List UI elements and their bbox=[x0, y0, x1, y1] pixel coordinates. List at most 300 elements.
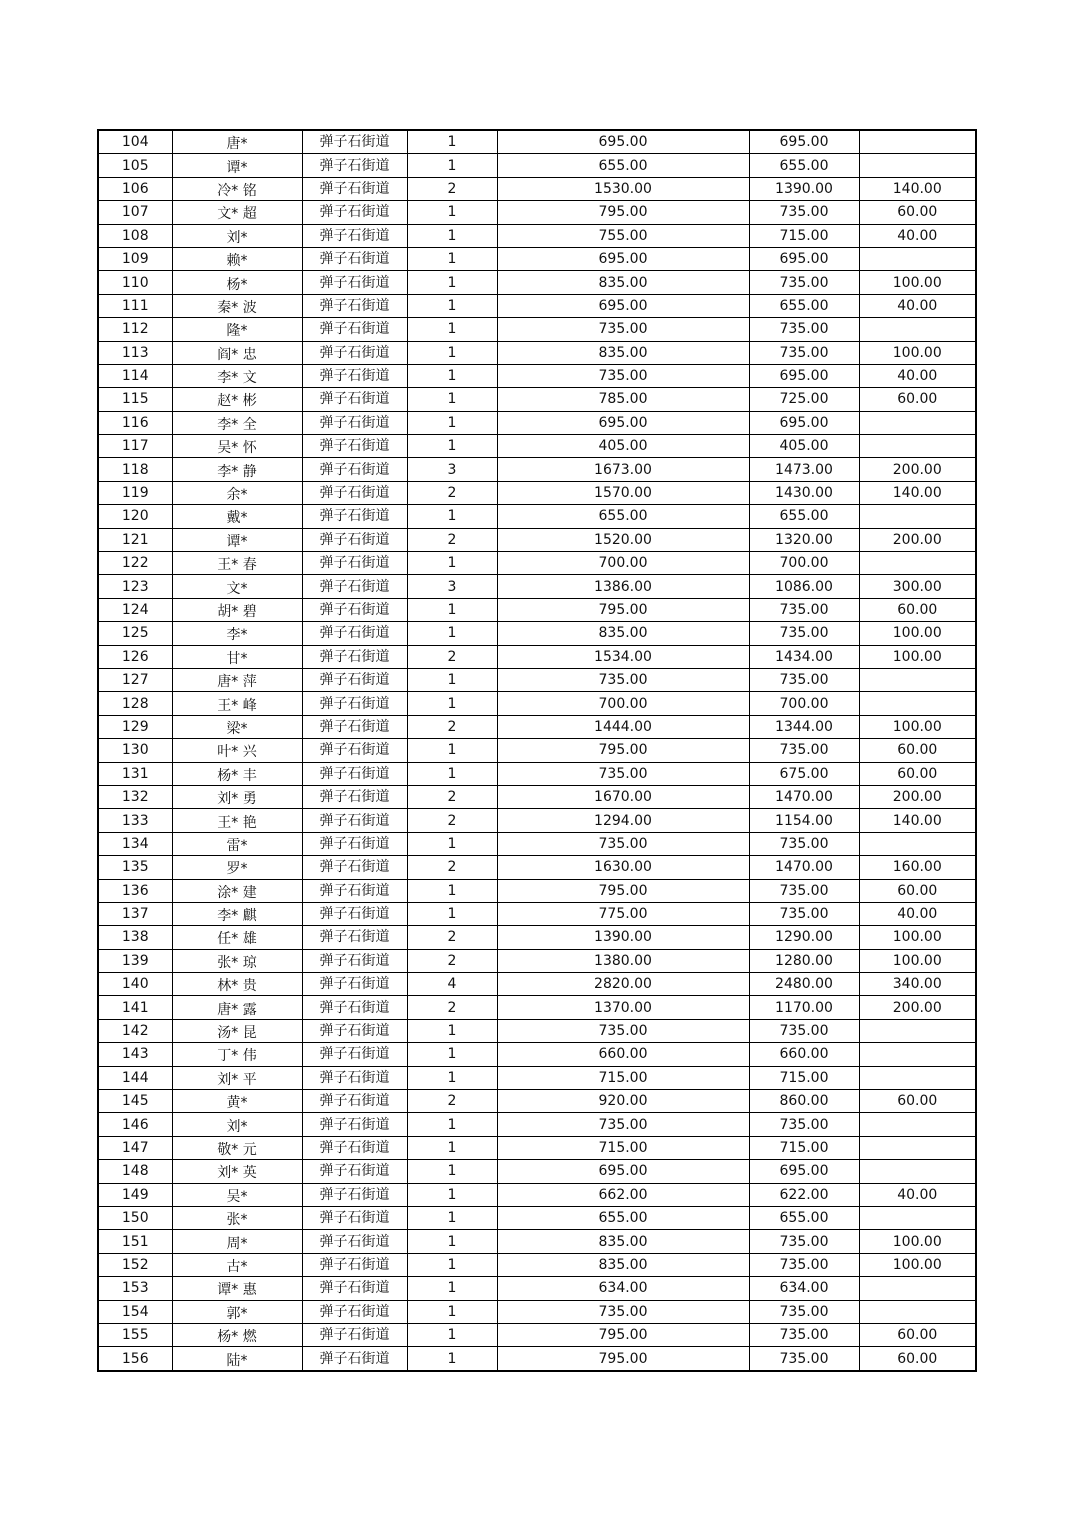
person-name: 李* bbox=[226, 627, 248, 644]
street-name-cell bbox=[302, 1066, 407, 1089]
total-amount: 835.00 bbox=[598, 344, 648, 361]
person-name-cell bbox=[172, 1113, 302, 1136]
person-name-cell bbox=[172, 364, 302, 387]
base-amount-cell bbox=[749, 926, 859, 949]
person-name-cell bbox=[172, 271, 302, 294]
base-amount: 735.00 bbox=[779, 602, 829, 618]
household-count-cell bbox=[407, 528, 497, 551]
total-amount: 735.00 bbox=[598, 1116, 648, 1133]
base-amount-cell bbox=[749, 1347, 859, 1371]
household-count-cell bbox=[407, 926, 497, 949]
person-name-cell bbox=[172, 552, 302, 575]
extra-amount: 100.00 bbox=[892, 718, 942, 735]
row-number-cell bbox=[98, 201, 172, 224]
row-number-cell bbox=[98, 318, 172, 341]
table-row bbox=[98, 505, 976, 528]
total-amount: 775.00 bbox=[598, 906, 648, 923]
person-name: 吴* 怀 bbox=[217, 440, 257, 457]
household-count-cell bbox=[407, 622, 497, 645]
street-name: 弹子石街道 bbox=[319, 134, 390, 151]
street-name: 弹子石街道 bbox=[319, 625, 390, 642]
base-amount: 695.00 bbox=[779, 368, 829, 385]
extra-amount: 60.00 bbox=[897, 204, 938, 221]
person-name-cell bbox=[172, 926, 302, 949]
row-number-cell bbox=[98, 973, 172, 996]
row-number-cell bbox=[98, 715, 172, 738]
extra-amount-cell bbox=[859, 388, 976, 411]
person-name: 李* 全 bbox=[217, 416, 257, 433]
table-row bbox=[98, 879, 976, 902]
street-name: 弹子石街道 bbox=[319, 578, 390, 595]
extra-amount-cell bbox=[859, 1347, 976, 1371]
extra-amount-cell bbox=[859, 294, 976, 317]
person-name-cell bbox=[172, 902, 302, 925]
total-amount: 1630.00 bbox=[594, 859, 652, 876]
row-number: 155 bbox=[121, 1327, 149, 1344]
street-name-cell bbox=[302, 528, 407, 551]
base-amount-cell bbox=[749, 458, 859, 481]
household-count-cell bbox=[407, 575, 497, 598]
total-amount: 755.00 bbox=[598, 227, 648, 244]
household-count: 2 bbox=[447, 952, 457, 969]
base-amount-cell bbox=[749, 575, 859, 598]
person-name: 刘* 英 bbox=[217, 1165, 257, 1182]
total-amount-cell bbox=[497, 271, 749, 294]
extra-amount-cell bbox=[859, 1323, 976, 1346]
total-amount-cell bbox=[497, 575, 749, 598]
extra-amount-cell bbox=[859, 1206, 976, 1229]
total-amount-cell bbox=[497, 645, 749, 668]
base-amount-cell bbox=[749, 505, 859, 528]
row-number: 120 bbox=[121, 508, 149, 525]
extra-amount-cell bbox=[859, 949, 976, 972]
total-amount-cell bbox=[497, 598, 749, 621]
table-row bbox=[98, 1160, 976, 1183]
total-amount: 920.00 bbox=[598, 1093, 648, 1110]
row-number-cell bbox=[98, 622, 172, 645]
base-amount-cell bbox=[749, 364, 859, 387]
household-count-cell bbox=[407, 739, 497, 762]
person-name-cell bbox=[172, 388, 302, 411]
row-number: 141 bbox=[121, 999, 149, 1016]
row-number-cell bbox=[98, 505, 172, 528]
total-amount: 655.00 bbox=[598, 508, 648, 525]
person-name: 李* 静 bbox=[217, 463, 257, 480]
street-name-cell bbox=[302, 1019, 407, 1042]
person-name-cell bbox=[172, 458, 302, 481]
total-amount: 662.00 bbox=[598, 1186, 648, 1203]
household-count: 2 bbox=[447, 859, 457, 876]
household-count: 1 bbox=[447, 1139, 457, 1156]
table-row bbox=[98, 1277, 976, 1300]
row-number-cell bbox=[98, 1113, 172, 1136]
street-name: 弹子石街道 bbox=[319, 531, 390, 548]
household-count-cell bbox=[407, 785, 497, 808]
street-name-cell bbox=[302, 1277, 407, 1300]
table-row bbox=[98, 247, 976, 270]
row-number-cell bbox=[98, 1019, 172, 1042]
extra-amount-cell bbox=[859, 739, 976, 762]
base-amount-cell bbox=[749, 1323, 859, 1346]
base-amount: 660.00 bbox=[779, 1046, 829, 1063]
street-name: 弹子石街道 bbox=[319, 414, 390, 431]
street-name-cell bbox=[302, 1230, 407, 1253]
base-amount: 1390.00 bbox=[775, 180, 833, 197]
row-number-cell bbox=[98, 575, 172, 598]
base-amount: 735.00 bbox=[779, 906, 829, 923]
total-amount: 735.00 bbox=[598, 1023, 648, 1040]
total-amount: 835.00 bbox=[598, 625, 648, 642]
table-row bbox=[98, 1206, 976, 1229]
household-count: 1 bbox=[447, 297, 457, 314]
person-name: 陆* bbox=[226, 1352, 248, 1369]
base-amount-cell bbox=[749, 1113, 859, 1136]
person-name: 林* 贵 bbox=[217, 978, 257, 995]
total-amount-cell bbox=[497, 949, 749, 972]
total-amount-cell bbox=[497, 996, 749, 1019]
base-amount: 695.00 bbox=[779, 134, 829, 151]
person-name-cell bbox=[172, 1043, 302, 1066]
extra-amount-cell bbox=[859, 318, 976, 341]
street-name: 弹子石街道 bbox=[319, 1093, 390, 1110]
row-number-cell bbox=[98, 528, 172, 551]
street-name: 弹子石街道 bbox=[319, 1186, 390, 1203]
row-number: 125 bbox=[121, 625, 149, 642]
person-name: 戴* bbox=[226, 510, 248, 527]
street-name: 弹子石街道 bbox=[319, 765, 390, 782]
row-number-cell bbox=[98, 856, 172, 879]
extra-amount: 60.00 bbox=[897, 1327, 938, 1344]
household-count: 1 bbox=[447, 882, 457, 899]
total-amount-cell bbox=[497, 832, 749, 855]
household-count: 1 bbox=[447, 1327, 457, 1344]
household-count: 2 bbox=[447, 180, 457, 197]
street-name: 弹子石街道 bbox=[319, 204, 390, 221]
total-amount-cell bbox=[497, 130, 749, 154]
row-number: 145 bbox=[121, 1093, 149, 1110]
street-name: 弹子石街道 bbox=[319, 1023, 390, 1040]
extra-amount-cell bbox=[859, 341, 976, 364]
household-count: 1 bbox=[447, 672, 457, 689]
street-name-cell bbox=[302, 224, 407, 247]
total-amount-cell bbox=[497, 809, 749, 832]
row-number-cell bbox=[98, 1066, 172, 1089]
household-count: 1 bbox=[447, 1280, 457, 1297]
base-amount: 1170.00 bbox=[775, 999, 833, 1016]
extra-amount: 140.00 bbox=[892, 180, 942, 197]
person-name-cell bbox=[172, 318, 302, 341]
extra-amount-cell bbox=[859, 1090, 976, 1113]
extra-amount-cell bbox=[859, 154, 976, 177]
total-amount-cell bbox=[497, 1253, 749, 1276]
person-name: 李* 文 bbox=[217, 370, 257, 387]
street-name-cell bbox=[302, 949, 407, 972]
base-amount-cell bbox=[749, 832, 859, 855]
person-name: 叶* 兴 bbox=[217, 744, 257, 761]
table-row bbox=[98, 645, 976, 668]
person-name: 余* bbox=[226, 487, 248, 504]
street-name: 弹子石街道 bbox=[319, 976, 390, 993]
street-name-cell bbox=[302, 481, 407, 504]
household-count-cell bbox=[407, 949, 497, 972]
street-name-cell bbox=[302, 271, 407, 294]
person-name-cell bbox=[172, 1253, 302, 1276]
row-number: 109 bbox=[121, 251, 149, 268]
household-count: 1 bbox=[447, 835, 457, 852]
household-count: 1 bbox=[447, 508, 457, 525]
household-count: 1 bbox=[447, 1069, 457, 1086]
extra-amount-cell bbox=[859, 856, 976, 879]
person-name: 郭* bbox=[226, 1305, 248, 1322]
extra-amount-cell bbox=[859, 1043, 976, 1066]
table-row bbox=[98, 762, 976, 785]
row-number-cell bbox=[98, 1183, 172, 1206]
row-number-cell bbox=[98, 224, 172, 247]
base-amount: 1434.00 bbox=[775, 648, 833, 665]
row-number: 149 bbox=[121, 1186, 149, 1203]
total-amount: 700.00 bbox=[598, 695, 648, 712]
total-amount-cell bbox=[497, 1019, 749, 1042]
household-count-cell bbox=[407, 294, 497, 317]
total-amount-cell bbox=[497, 1347, 749, 1371]
household-count: 1 bbox=[447, 625, 457, 642]
table-body bbox=[98, 130, 976, 1371]
row-number-cell bbox=[98, 1160, 172, 1183]
extra-amount: 40.00 bbox=[897, 297, 938, 314]
base-amount-cell bbox=[749, 879, 859, 902]
base-amount-cell bbox=[749, 341, 859, 364]
total-amount-cell bbox=[497, 785, 749, 808]
household-count: 1 bbox=[447, 742, 457, 759]
person-name: 谭* bbox=[226, 533, 248, 550]
extra-amount: 140.00 bbox=[892, 485, 942, 502]
total-amount-cell bbox=[497, 973, 749, 996]
row-number-cell bbox=[98, 1347, 172, 1371]
row-number: 128 bbox=[121, 695, 149, 712]
base-amount-cell bbox=[749, 598, 859, 621]
row-number: 127 bbox=[121, 672, 149, 689]
total-amount-cell bbox=[497, 458, 749, 481]
base-amount-cell bbox=[749, 645, 859, 668]
total-amount: 1534.00 bbox=[594, 648, 652, 665]
base-amount: 735.00 bbox=[779, 204, 829, 221]
street-name: 弹子石街道 bbox=[319, 882, 390, 899]
household-count-cell bbox=[407, 1136, 497, 1159]
household-count-cell bbox=[407, 388, 497, 411]
extra-amount: 200.00 bbox=[892, 789, 942, 806]
total-amount: 735.00 bbox=[598, 672, 648, 689]
street-name-cell bbox=[302, 762, 407, 785]
extra-amount: 100.00 bbox=[892, 648, 942, 665]
person-name: 甘* bbox=[226, 650, 248, 667]
row-number-cell bbox=[98, 949, 172, 972]
household-count-cell bbox=[407, 1300, 497, 1323]
base-amount: 695.00 bbox=[779, 1163, 829, 1180]
household-count-cell bbox=[407, 762, 497, 785]
total-amount: 1520.00 bbox=[594, 531, 652, 548]
row-number: 154 bbox=[121, 1303, 149, 1320]
household-count-cell bbox=[407, 692, 497, 715]
household-count-cell bbox=[407, 1090, 497, 1113]
total-amount-cell bbox=[497, 201, 749, 224]
person-name-cell bbox=[172, 294, 302, 317]
person-name: 冷* 铭 bbox=[217, 182, 257, 199]
base-amount: 735.00 bbox=[779, 1116, 829, 1133]
extra-amount-cell bbox=[859, 528, 976, 551]
total-amount-cell bbox=[497, 154, 749, 177]
person-name-cell bbox=[172, 130, 302, 154]
base-amount: 1470.00 bbox=[775, 859, 833, 876]
base-amount-cell bbox=[749, 762, 859, 785]
row-number: 140 bbox=[121, 976, 149, 993]
person-name-cell bbox=[172, 856, 302, 879]
person-name: 文* 超 bbox=[217, 206, 257, 223]
person-name: 丁* 伟 bbox=[217, 1048, 257, 1065]
row-number-cell bbox=[98, 1090, 172, 1113]
person-name-cell bbox=[172, 1277, 302, 1300]
street-name-cell bbox=[302, 739, 407, 762]
total-amount: 795.00 bbox=[598, 742, 648, 759]
street-name: 弹子石街道 bbox=[319, 555, 390, 572]
base-amount-cell bbox=[749, 739, 859, 762]
person-name-cell bbox=[172, 435, 302, 458]
row-number-cell bbox=[98, 271, 172, 294]
base-amount: 735.00 bbox=[779, 1256, 829, 1273]
row-number: 134 bbox=[121, 835, 149, 852]
base-amount-cell bbox=[749, 154, 859, 177]
base-amount: 675.00 bbox=[779, 765, 829, 782]
street-name: 弹子石街道 bbox=[319, 344, 390, 361]
base-amount-cell bbox=[749, 856, 859, 879]
extra-amount-cell bbox=[859, 458, 976, 481]
row-number-cell bbox=[98, 668, 172, 691]
extra-amount-cell bbox=[859, 1019, 976, 1042]
street-name: 弹子石街道 bbox=[319, 438, 390, 455]
row-number: 129 bbox=[121, 718, 149, 735]
household-count: 3 bbox=[447, 578, 457, 595]
total-amount-cell bbox=[497, 294, 749, 317]
street-name: 弹子石街道 bbox=[319, 906, 390, 923]
street-name: 弹子石街道 bbox=[319, 251, 390, 268]
row-number-cell bbox=[98, 1206, 172, 1229]
total-amount: 715.00 bbox=[598, 1139, 648, 1156]
table-row bbox=[98, 996, 976, 1019]
household-count: 1 bbox=[447, 134, 457, 151]
row-number: 147 bbox=[121, 1139, 149, 1156]
table-row bbox=[98, 1090, 976, 1113]
street-name-cell bbox=[302, 902, 407, 925]
row-number-cell bbox=[98, 177, 172, 200]
person-name-cell bbox=[172, 1160, 302, 1183]
total-amount: 1380.00 bbox=[594, 952, 652, 969]
row-number: 107 bbox=[121, 204, 149, 221]
street-name-cell bbox=[302, 388, 407, 411]
table-row bbox=[98, 1113, 976, 1136]
household-count: 1 bbox=[447, 1023, 457, 1040]
extra-amount-cell bbox=[859, 926, 976, 949]
row-number-cell bbox=[98, 1323, 172, 1346]
base-amount: 860.00 bbox=[779, 1093, 829, 1110]
table-row bbox=[98, 856, 976, 879]
extra-amount-cell bbox=[859, 762, 976, 785]
table-row bbox=[98, 481, 976, 504]
subsidy-table bbox=[97, 129, 977, 1372]
row-number-cell bbox=[98, 1300, 172, 1323]
person-name: 罗* bbox=[226, 861, 248, 878]
base-amount: 1430.00 bbox=[775, 485, 833, 502]
base-amount: 735.00 bbox=[779, 344, 829, 361]
row-number: 117 bbox=[121, 438, 149, 455]
household-count: 1 bbox=[447, 204, 457, 221]
extra-amount-cell bbox=[859, 902, 976, 925]
row-number-cell bbox=[98, 481, 172, 504]
person-name-cell bbox=[172, 411, 302, 434]
extra-amount-cell bbox=[859, 785, 976, 808]
person-name-cell bbox=[172, 1090, 302, 1113]
street-name: 弹子石街道 bbox=[319, 1256, 390, 1273]
person-name-cell bbox=[172, 832, 302, 855]
street-name: 弹子石街道 bbox=[319, 485, 390, 502]
extra-amount-cell bbox=[859, 809, 976, 832]
street-name-cell bbox=[302, 458, 407, 481]
table-row bbox=[98, 271, 976, 294]
household-count: 1 bbox=[447, 555, 457, 572]
extra-amount-cell bbox=[859, 1300, 976, 1323]
street-name-cell bbox=[302, 1206, 407, 1229]
street-name: 弹子石街道 bbox=[319, 859, 390, 876]
row-number: 151 bbox=[121, 1233, 149, 1250]
extra-amount-cell bbox=[859, 435, 976, 458]
row-number: 119 bbox=[121, 485, 149, 502]
total-amount-cell bbox=[497, 762, 749, 785]
extra-amount: 100.00 bbox=[892, 952, 942, 969]
extra-amount: 200.00 bbox=[892, 999, 942, 1016]
person-name-cell bbox=[172, 1183, 302, 1206]
total-amount: 795.00 bbox=[598, 602, 648, 618]
household-count: 1 bbox=[447, 391, 457, 408]
street-name: 弹子石街道 bbox=[319, 718, 390, 735]
total-amount-cell bbox=[497, 1066, 749, 1089]
table-row bbox=[98, 364, 976, 387]
person-name-cell bbox=[172, 1206, 302, 1229]
household-count-cell bbox=[407, 1066, 497, 1089]
total-amount: 634.00 bbox=[598, 1280, 648, 1297]
person-name: 雷* bbox=[226, 837, 248, 854]
person-name: 涂* 建 bbox=[217, 884, 257, 901]
person-name: 张* bbox=[226, 1212, 248, 1229]
person-name: 周* bbox=[226, 1235, 248, 1252]
total-amount-cell bbox=[497, 1300, 749, 1323]
base-amount-cell bbox=[749, 271, 859, 294]
row-number-cell bbox=[98, 1043, 172, 1066]
table-row bbox=[98, 1300, 976, 1323]
household-count: 1 bbox=[447, 414, 457, 431]
person-name-cell bbox=[172, 528, 302, 551]
street-name: 弹子石街道 bbox=[319, 695, 390, 712]
extra-amount-cell bbox=[859, 715, 976, 738]
person-name: 隆* bbox=[226, 323, 248, 340]
row-number-cell bbox=[98, 1136, 172, 1159]
person-name-cell bbox=[172, 1019, 302, 1042]
street-name-cell bbox=[302, 785, 407, 808]
total-amount-cell bbox=[497, 177, 749, 200]
household-count-cell bbox=[407, 154, 497, 177]
base-amount-cell bbox=[749, 201, 859, 224]
row-number: 131 bbox=[121, 765, 149, 782]
street-name-cell bbox=[302, 973, 407, 996]
row-number: 135 bbox=[121, 859, 149, 876]
total-amount: 1370.00 bbox=[594, 999, 652, 1016]
